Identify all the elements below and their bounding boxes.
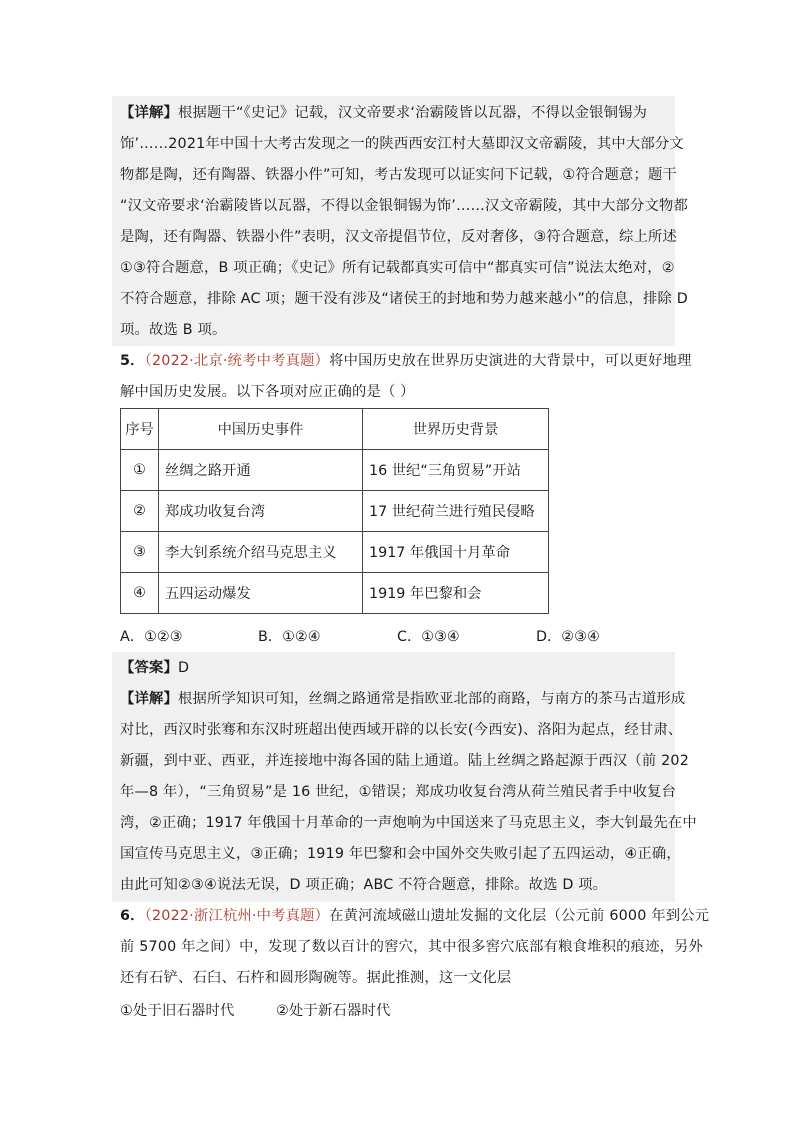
table-row — [121, 450, 549, 491]
q5-detail-line-5: 湾，②正确；1917 年俄国十月革命的一声炮响为中国送来了马克思主义，李大钊最先在中 — [120, 815, 697, 831]
table-row — [121, 532, 549, 573]
table-header-cell: 序号 — [121, 409, 159, 450]
q4-detail-line-8: 项。故选 B 项。 — [120, 322, 227, 338]
q6-stem-line-2: 前 5700 年之间）中，发现了数以百计的窖穴，其中很多窖穴底部有粮食堆积的痕迹，另外 — [120, 939, 704, 955]
table-cell: 丝绸之路开通 — [159, 450, 363, 491]
table-cell: ③ — [121, 532, 159, 573]
question-source: （2022·浙江杭州·中考真题） — [144, 908, 330, 924]
table-cell: 16 世纪“三角贸易”开站 — [363, 450, 549, 491]
q6-choice-2: ②处于新石器时代 — [276, 1003, 391, 1019]
question-number: 6． — [120, 908, 145, 924]
q5-stem-line-2: 解中国历史发展。以下各项对应正确的是（ ） — [120, 384, 415, 400]
table-header-cell: 世界历史背景 — [363, 409, 549, 450]
q4-detail-line-6: ①③符合题意，B 项正确；《史记》所有记载都真实可信中“都真实可信”说法太绝对，② — [120, 260, 675, 276]
table-cell: 1919 年巴黎和会 — [363, 573, 549, 614]
option-a: A．①②③ — [120, 629, 183, 645]
detail-label: 【详解】 — [120, 691, 178, 707]
answer-label: 【答案】 — [120, 660, 178, 676]
q5-detail-line-1: 【详解】根据所学知识可知，丝绸之路通常是指欧亚北部的商路，与南方的茶马古道形成 — [120, 691, 686, 707]
q6-stem-line-3: 还有石铲、石臼、石杵和圆形陶碗等。据此推测，这一文化层 — [120, 970, 512, 986]
q5-detail-line-3: 新疆，到中亚、西亚，并连接地中海各国的陆上通道。陆上丝绸之路起源于西汉（前 202 — [120, 753, 690, 769]
q6-choice-1: ①处于旧石器时代 — [120, 1003, 235, 1019]
table-cell: ④ — [121, 573, 159, 614]
table-header-cell: 中国历史事件 — [159, 409, 363, 450]
q4-detail-line-5: 是陶，还有陶器、铁器小件”表明，汉文帝提倡节位，反对奢侈，③符合题意，综上所述 — [120, 229, 678, 245]
q5-detail-line-6: 国宣传马克思主义，③正确；1919 年巴黎和会中国外交失败引起了五四运动，④正确， — [120, 846, 681, 862]
table-header-row — [121, 409, 549, 450]
question-number: 5． — [120, 353, 145, 369]
table-row — [121, 491, 549, 532]
option-c: C．①③④ — [397, 629, 460, 645]
q6-stem-line-1: 6．（2022·浙江杭州·中考真题）在黄河流域磁山遗址发掘的文化层（公元前 6000 年到公元 — [120, 908, 710, 924]
q5-answer-line — [120, 658, 189, 678]
option-b: B．①②④ — [258, 629, 321, 645]
q4-detail-line-3: 物都是陶，还有陶器、铁器小件”可知，考古发现可以证实问下记载，①符合题意；题干 — [120, 167, 678, 183]
table-cell: 五四运动爆发 — [159, 573, 363, 614]
q4-detail-line-7: 不符合题意，排除 AC 项；题干没有涉及“诸侯王的封地和势力越来越小”的信息，排除 D — [120, 291, 688, 307]
question-source: （2022·北京·统考中考真题） — [144, 353, 330, 369]
q4-detail-line-2: 饰’……2021年中国十大考古发现之一的陕西西安江村大墓即汉文帝霸陵，其中大部分文 — [120, 136, 684, 152]
q5-stem-line-1: 5．（2022·北京·统考中考真题）将中国历史放在世界历史演进的大背景中，可以更好地理 — [120, 353, 692, 369]
detail-label: 【详解】 — [120, 105, 178, 121]
q4-detail-line-4: “汉文帝要求‘治霸陵皆以瓦器，不得以金银铜锡为饰’……汉文帝霸陵，其中大部分文物都 — [120, 198, 688, 214]
q5-table — [120, 408, 549, 614]
table-row — [121, 573, 549, 614]
table-cell: ② — [121, 491, 159, 532]
q4-detail-line-1: 【详解】根据题干“《史记》记载，汉文帝要求‘治霸陵皆以瓦器，不得以金银铜锡为 — [120, 105, 648, 121]
table-cell: 李大钊系统介绍马克思主义 — [159, 532, 363, 573]
table-cell: 17 世纪荷兰进行殖民侵略 — [363, 491, 549, 532]
table-cell: 1917 年俄国十月革命 — [363, 532, 549, 573]
q5-detail-line-4: 年—8 年），“三角贸易”是 16 世纪，①错误；郑成功收复台湾从荷兰殖民者手中收复台 — [120, 784, 677, 800]
q5-detail-line-2: 对比，西汉时张骞和东汉时班超出使西域开辟的以长安(今西安)、洛阳为起点，经甘肃、 — [120, 722, 683, 738]
table-cell: ① — [121, 450, 159, 491]
table-cell: 郑成功收复台湾 — [159, 491, 363, 532]
q5-detail-line-7: 由此可知②③④说法无误，D 项正确；ABC 不符合题意，排除。故选 D 项。 — [120, 877, 608, 893]
option-d: D．②③④ — [536, 629, 600, 645]
answer-value: D — [178, 660, 190, 676]
